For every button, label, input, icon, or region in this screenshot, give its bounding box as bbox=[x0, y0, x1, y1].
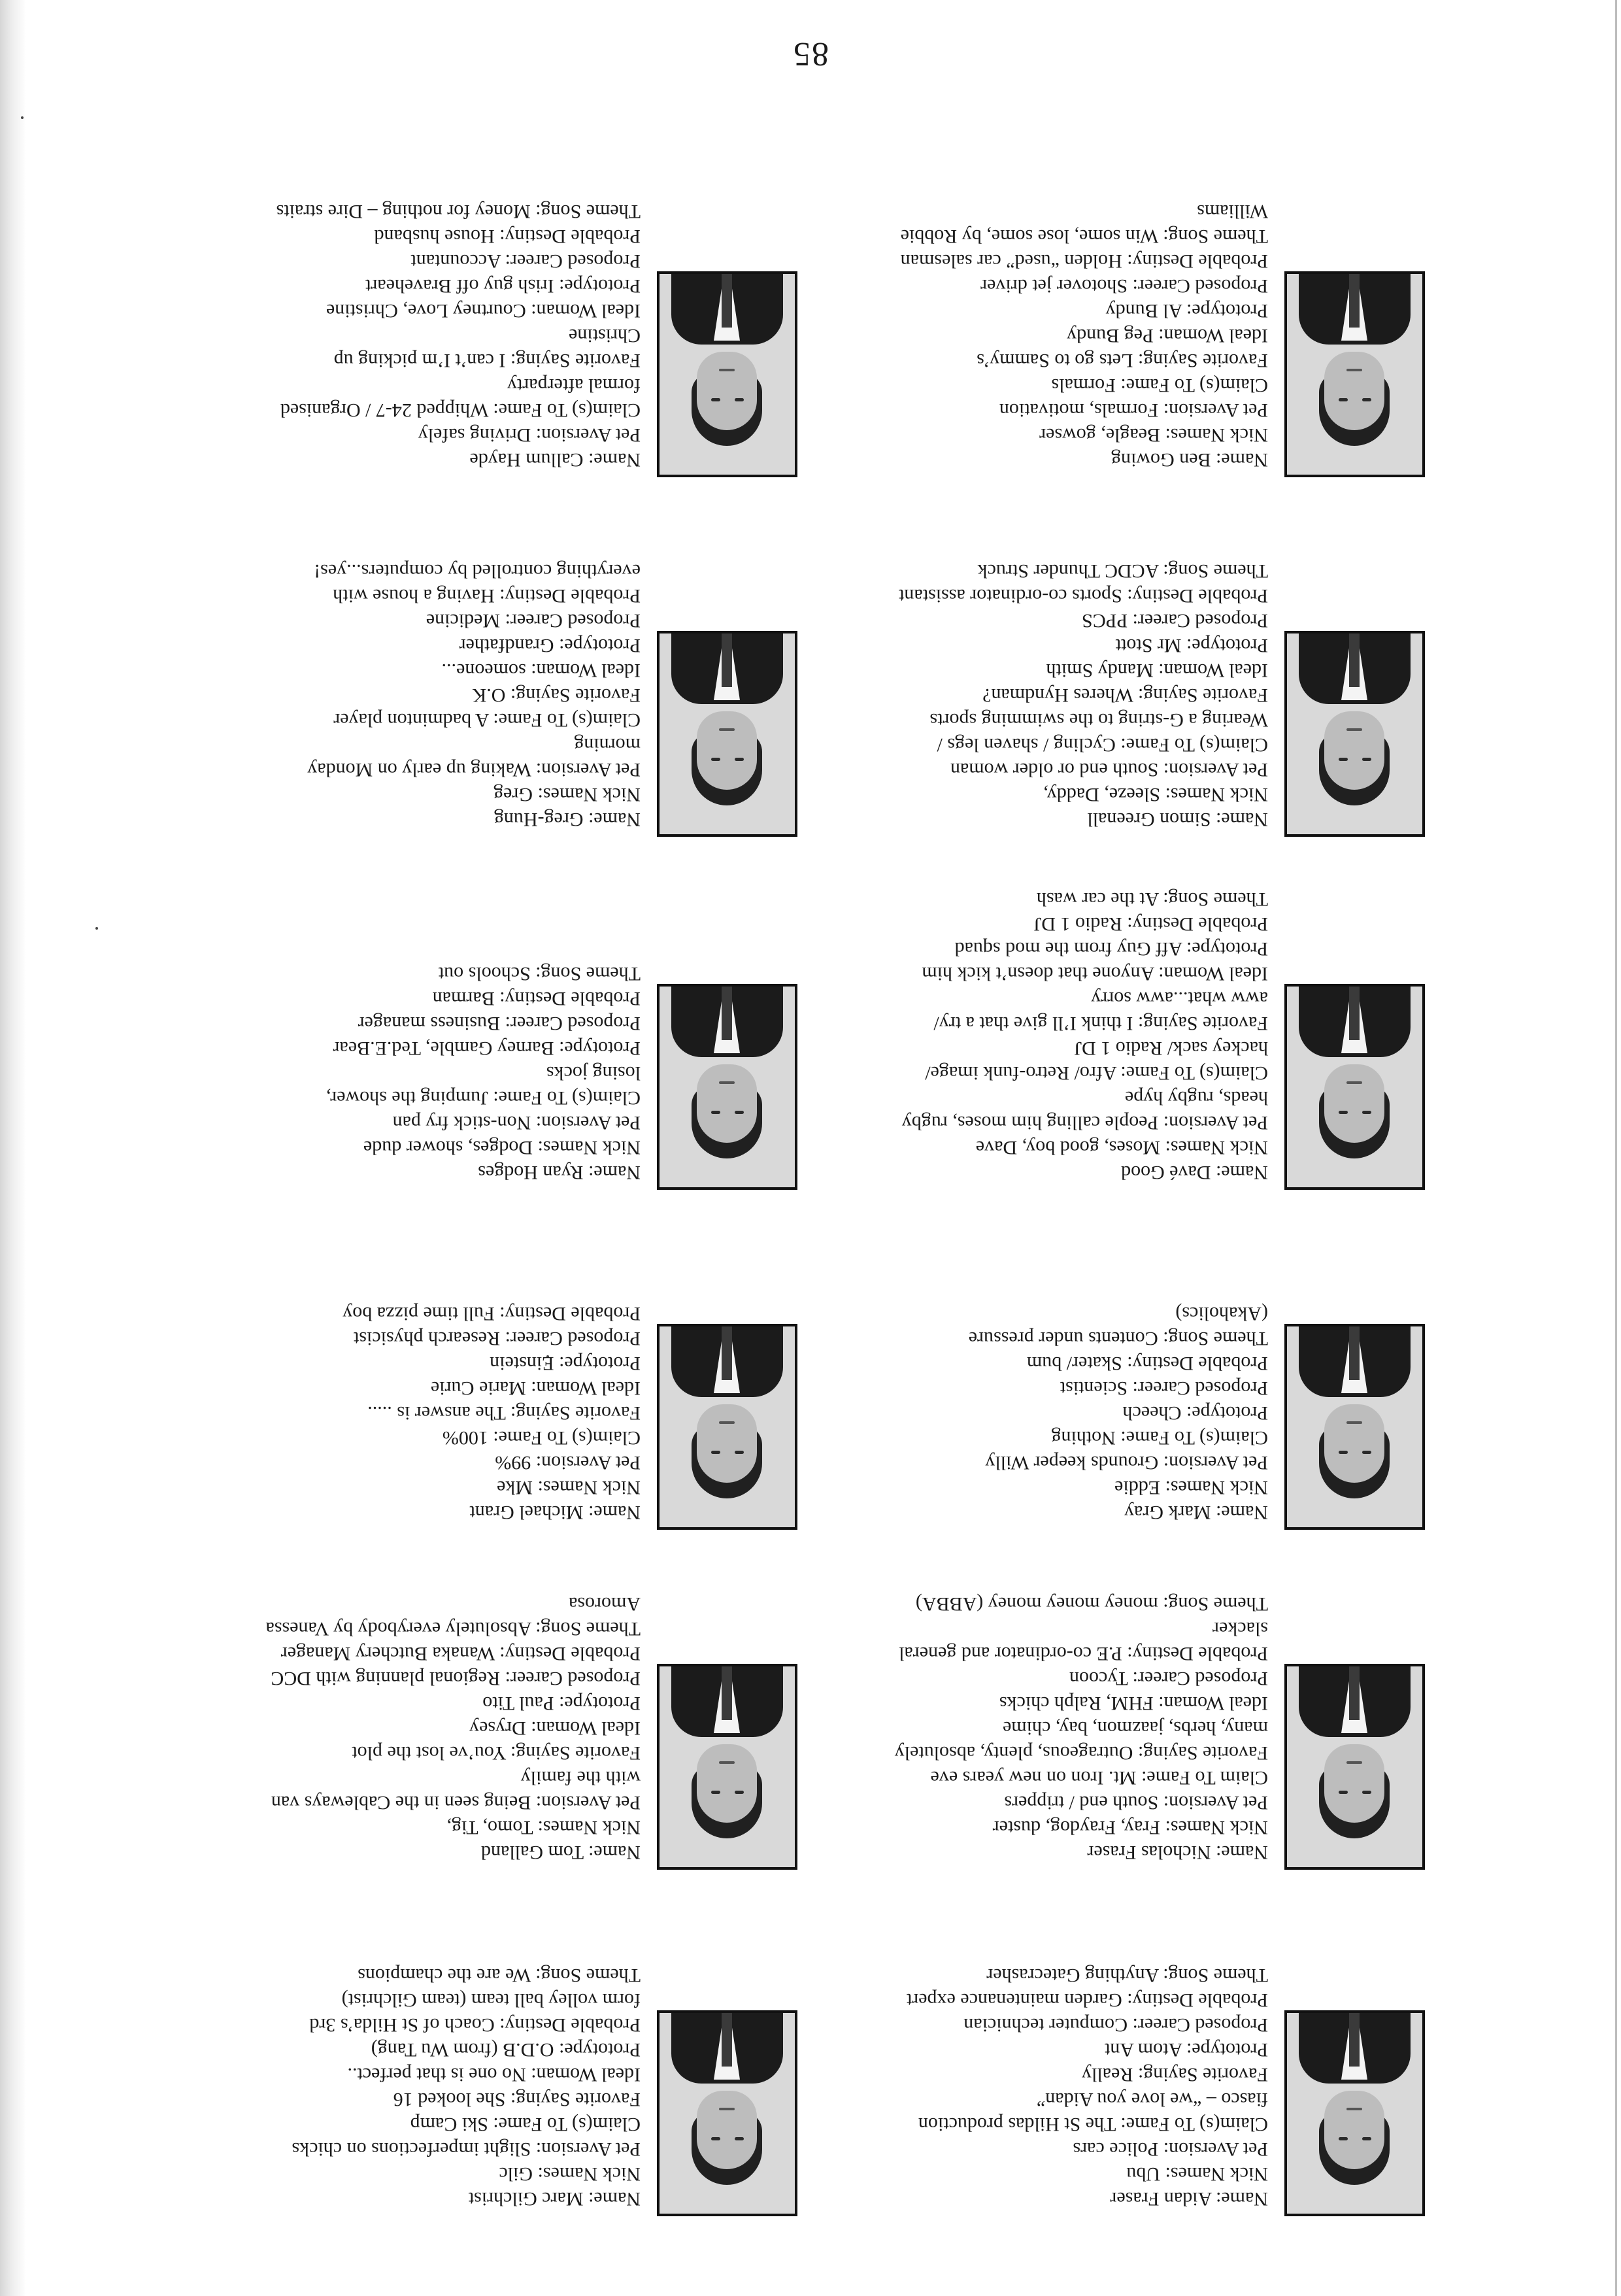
profile-line: Theme Song: Contents under pressure bbox=[968, 1328, 1268, 1349]
profile-line: Prototype: Paul Tito bbox=[482, 1693, 641, 1714]
profile-line: Pet Aversion: Police cars bbox=[1073, 2138, 1268, 2160]
profile-line: Claim(s) To Fame: Nothing bbox=[1051, 1427, 1268, 1449]
profile-line: Prototype: Einstein bbox=[490, 1353, 641, 1374]
profile-line: Proposed Career: Accountant bbox=[410, 250, 641, 272]
profile-line: Claim(s) To Fame: The St Hildas production bbox=[918, 2114, 1268, 2135]
scan-speck bbox=[21, 116, 24, 119]
profile-line: Ideal Woman: Drysey bbox=[469, 1717, 641, 1739]
profile-line: Favorite Saying: I think I’ll give that a try/ bbox=[933, 1013, 1268, 1034]
profile-name: Name: Callum Hayde bbox=[469, 449, 641, 471]
profile-line: Nick Names: Tomo, Tig, bbox=[446, 1817, 641, 1838]
profile-line: Favorite Saying: Lets go to Sammy’s bbox=[977, 350, 1268, 371]
profile-name: Name: Ben Gowing bbox=[1111, 449, 1268, 471]
profile-line: Amorosa bbox=[569, 1593, 641, 1615]
profile-name: Name: Davé Good bbox=[1121, 1162, 1268, 1183]
profile-ryan-hodges bbox=[222, 961, 641, 1185]
profile-line: Pet Aversion: Non-stick fry pan bbox=[392, 1112, 641, 1134]
profile-line: Ideal Woman: Marie Curie bbox=[430, 1377, 641, 1399]
profile-line: Probable Destiny: Holden “used” car salesman bbox=[900, 250, 1268, 272]
profile-line: many, herbs, jaazmon, bay, chime bbox=[1003, 1717, 1268, 1739]
profile-line: Theme Song: Schools out bbox=[438, 963, 641, 985]
profile-line: Favorite Saying: O.K bbox=[472, 684, 641, 706]
profile-line: Theme Song: Money for nothing – Dire straits bbox=[276, 201, 641, 222]
profile-line: Claim(s) To Fame: Cycling / shaven legs / bbox=[937, 734, 1268, 756]
profile-name: Name: Nicholas Fraser bbox=[1087, 1842, 1268, 1863]
profile-line: aww what...aww sorry bbox=[1091, 988, 1268, 1009]
portrait-photo bbox=[657, 2010, 797, 2216]
profile-greg-hung bbox=[222, 558, 641, 832]
profile-line: Pet Aversion: People calling him moses, rugby bbox=[901, 1112, 1268, 1134]
profile-line: Favorite Saying: Outrageous, plenty, absolutely bbox=[894, 1742, 1268, 1764]
profile-line: Claim(s) To Fame: Afro/ Retro-funk image/ bbox=[925, 1062, 1268, 1084]
profile-line: Claim(s) To Fame: 100% bbox=[442, 1427, 641, 1449]
profile-line: Prototype: Irish guy off Braveheart bbox=[365, 275, 641, 297]
profile-line: Nick Names: Sleeze, Daddy, bbox=[1043, 784, 1268, 805]
profile-line: Theme Song: We are the champions bbox=[358, 1965, 641, 1986]
profile-line: Wearing a G-string to the swimming sports bbox=[929, 709, 1268, 731]
profile-line: Probable Destiny: Barman bbox=[432, 988, 641, 1009]
portrait-photo bbox=[1284, 1324, 1425, 1530]
profile-line: Prototype: Cheech bbox=[1122, 1402, 1268, 1424]
portrait-photo bbox=[657, 984, 797, 1190]
profile-line: Ideal Woman: Peg Bundy bbox=[1067, 325, 1268, 346]
profile-name: Name: Mark Gray bbox=[1124, 1502, 1268, 1523]
portrait-photo bbox=[1284, 2010, 1425, 2216]
profile-line: with the family bbox=[520, 1767, 641, 1789]
profile-line: losing jocks bbox=[546, 1062, 641, 1084]
binding-shadow bbox=[0, 0, 26, 2296]
profile-line: Proposed Career: Regional planning with DCC bbox=[271, 1668, 641, 1689]
portrait-photo bbox=[1284, 984, 1425, 1190]
profile-line: Ideal Woman: Mandy Smith bbox=[1046, 660, 1268, 681]
profile-line: Proposed Career: Computer technician bbox=[963, 2014, 1268, 2036]
profile-line: Pet Aversion: South end or older woman bbox=[950, 759, 1268, 781]
profile-line: Pet Aversion: 99% bbox=[495, 1452, 641, 1474]
profile-line: Probable Destiny: Sports co-ordinator assistant bbox=[899, 585, 1268, 607]
profile-name: Name: Greg-Hung bbox=[493, 809, 641, 830]
profile-line: Nick Names: Mke bbox=[497, 1477, 641, 1498]
profile-line: Probable Destiny: Wanaka Butchery Manager bbox=[280, 1643, 641, 1664]
profile-line: Pet Aversion: Formals, motivation bbox=[999, 399, 1268, 421]
profile-line: Ideal Woman: someone... bbox=[441, 660, 641, 681]
profile-line: Probable Destiny: Having a house with bbox=[333, 585, 641, 607]
profile-line: Probable Destiny: Skater/ bum bbox=[1026, 1353, 1268, 1374]
profile-line: Proposed Career: Medicine bbox=[426, 610, 641, 632]
scan-speck bbox=[95, 927, 98, 930]
page-edge-rule bbox=[1615, 0, 1617, 2296]
profile-line: Williams bbox=[1197, 201, 1268, 222]
profile-name: Name: Aidan Fraser bbox=[1110, 2188, 1268, 2210]
profile-line: Christine bbox=[569, 325, 641, 346]
profile-line: Nick Names: Fray, Fraydog, duster bbox=[992, 1817, 1268, 1838]
profile-line: Nick Names: Ubu bbox=[1126, 2163, 1268, 2185]
profile-aidan-fraser bbox=[850, 1963, 1268, 2211]
profile-line: Prototype: O.D.B (from Wu Tang) bbox=[371, 2039, 641, 2061]
profile-line: morning bbox=[574, 734, 641, 756]
profile-line: (Akaholics) bbox=[1175, 1303, 1268, 1325]
profile-line: Probable Destiny: House husband bbox=[374, 226, 641, 247]
profile-line: Claim(s) To Fame: Jumping the shower, bbox=[326, 1087, 641, 1109]
profile-simon-greenall bbox=[850, 558, 1268, 832]
profile-line: Nick Names: Beagle, gowser bbox=[1039, 424, 1268, 446]
profile-dave-good bbox=[850, 886, 1268, 1185]
profile-line: Pet Aversion: Grounds keeper Willy bbox=[985, 1452, 1268, 1474]
page-number: 85 bbox=[792, 35, 829, 73]
profile-line: Theme Song: At the car wash bbox=[1036, 888, 1268, 910]
profile-line: Pet Aversion: Waking up early on Monday bbox=[307, 759, 641, 781]
profile-line: Favorite Saying: The answer is ..... bbox=[367, 1402, 641, 1424]
profile-callum-hayde bbox=[222, 199, 641, 472]
profile-line: Ideal Woman: Courtney Love, Christine bbox=[326, 300, 641, 322]
profile-nicholas-fraser bbox=[850, 1591, 1268, 1865]
profile-line: Claim(s) To Fame: A badminton player bbox=[333, 709, 641, 731]
portrait-photo bbox=[1284, 1664, 1425, 1870]
profile-line: Claim(s) To Fame: Formals bbox=[1051, 375, 1268, 396]
portrait-photo bbox=[657, 271, 797, 477]
profile-line: Ideal Woman: Anyone that doesn’t kick him bbox=[922, 963, 1268, 985]
portrait-photo bbox=[657, 1324, 797, 1530]
profile-line: fiasco – “we love you Aidan” bbox=[1036, 2089, 1268, 2110]
profile-mark-gray bbox=[850, 1301, 1268, 1525]
profile-line: everything controlled by computers...yes! bbox=[314, 560, 641, 582]
profile-line: Nick Names: Gilc bbox=[499, 2163, 641, 2185]
profile-line: Proposed Career: Research physicist bbox=[353, 1328, 641, 1349]
profile-line: Pet Aversion: Slight imperfections on chicks bbox=[292, 2138, 641, 2160]
profile-line: Proposed Career: Scientist bbox=[1060, 1377, 1268, 1399]
profile-line: Nick Names: Greg bbox=[493, 784, 641, 805]
profile-line: Probable Destiny: Coach of St Hilda’s 3rd bbox=[309, 2014, 641, 2036]
profile-line: Proposed Career: Tycoon bbox=[1069, 1668, 1268, 1689]
profile-line: Probable Destiny: P.E co-ordinator and general bbox=[899, 1643, 1268, 1664]
profile-line: Pet Aversion: South end / trippers bbox=[1004, 1792, 1268, 1814]
profile-name: Name: Simon Greenall bbox=[1087, 809, 1268, 830]
profile-line: Favorite Saying: You’ve lost the plot bbox=[352, 1742, 641, 1764]
profile-line: Prototype: Barney Gamble, Ted.E.Bear bbox=[333, 1038, 641, 1059]
profile-line: Theme Song: ACDC Thunder Struck bbox=[977, 560, 1268, 582]
profile-name: Name: Marc Gilchrist bbox=[468, 2188, 641, 2210]
profile-line: Claim To Fame: Mt. Iron on new years eve bbox=[930, 1767, 1268, 1789]
profile-line: Proposed Career: PPCS bbox=[1082, 610, 1268, 632]
profile-line: Prototype: Atom Ant bbox=[1104, 2039, 1268, 2061]
profile-line: Claim(s) To Fame: Ski Camp bbox=[410, 2114, 641, 2135]
profile-line: Nick Names: Dodges, shower dude bbox=[363, 1137, 641, 1158]
profile-line: Prototype: Mr Stott bbox=[1115, 635, 1268, 656]
profile-line: Favorite Saying: I can’t I’m picking up bbox=[333, 350, 641, 371]
profile-line: Prototype: Aff Guy from the mod squad bbox=[954, 938, 1268, 960]
profile-line: slacker bbox=[1212, 1618, 1268, 1640]
profile-line: Theme Song: Win some, lose some, by Robbie bbox=[900, 226, 1268, 247]
portrait-photo bbox=[657, 631, 797, 837]
profile-line: Favorite Saying: Wheres Hyndman? bbox=[982, 684, 1268, 706]
profile-line: Prototype: Grandfather bbox=[459, 635, 641, 656]
profile-line: Nick Names: Eddie bbox=[1114, 1477, 1268, 1498]
profile-line: Ideal Woman: No one is that perfect.. bbox=[347, 2064, 641, 2085]
profile-tom-galland bbox=[222, 1591, 641, 1865]
portrait-photo bbox=[1284, 271, 1425, 477]
profile-line: Theme Song: Anything Gatecrasher bbox=[986, 1965, 1268, 1986]
profile-line: Favorite Saying: She looked 16 bbox=[393, 2089, 641, 2110]
profile-michael-grant bbox=[222, 1301, 641, 1525]
profile-line: Theme Song: money money money (ABBA) bbox=[915, 1593, 1268, 1615]
profile-name: Name: Michael Grant bbox=[469, 1502, 641, 1523]
profile-marc-gilchrist bbox=[222, 1963, 641, 2211]
profile-name: Name: Tom Galland bbox=[481, 1842, 641, 1863]
profile-line: Theme Song: Absolutely everybody by Vanessa bbox=[265, 1618, 641, 1640]
profile-line: Nick Names: Moses, good boy, Dave bbox=[975, 1137, 1268, 1158]
portrait-photo bbox=[1284, 631, 1425, 837]
profile-name: Name: Ryan Hodges bbox=[478, 1162, 641, 1183]
profile-line: Favorite Saying: Really bbox=[1082, 2064, 1268, 2085]
profile-line: Probable Destiny: Garden maintenance expert bbox=[906, 1989, 1268, 2011]
profile-line: Prototype: Al Bundy bbox=[1105, 300, 1268, 322]
profile-ben-gowing bbox=[850, 199, 1268, 472]
profile-line: formal afterparty bbox=[507, 375, 641, 396]
profile-line: Pet Aversion: Being seen in the Cableways van bbox=[271, 1792, 641, 1814]
profile-line: hackey sack/ Radio 1 DJ bbox=[1074, 1038, 1268, 1059]
profile-line: Claim(s) To Fame: Whipped 24-7 / Organised bbox=[280, 399, 641, 421]
profile-line: form volley ball team (team Gilchrist) bbox=[341, 1989, 641, 2011]
profile-line: Ideal Woman: FHM, Ralph chicks bbox=[999, 1693, 1268, 1714]
profile-line: Proposed Career: Shotover jet driver bbox=[980, 275, 1268, 297]
portrait-photo bbox=[657, 1664, 797, 1870]
profile-line: Probable Destiny: Full time pizza boy bbox=[343, 1303, 641, 1325]
profile-line: Pet Aversion: Driving safely bbox=[418, 424, 641, 446]
profile-line: Probable Destiny: Radio 1 DJ bbox=[1033, 913, 1268, 935]
profile-line: Proposed Career: Business manager bbox=[358, 1013, 641, 1034]
profile-line: heads, rugby hype bbox=[1124, 1087, 1268, 1109]
